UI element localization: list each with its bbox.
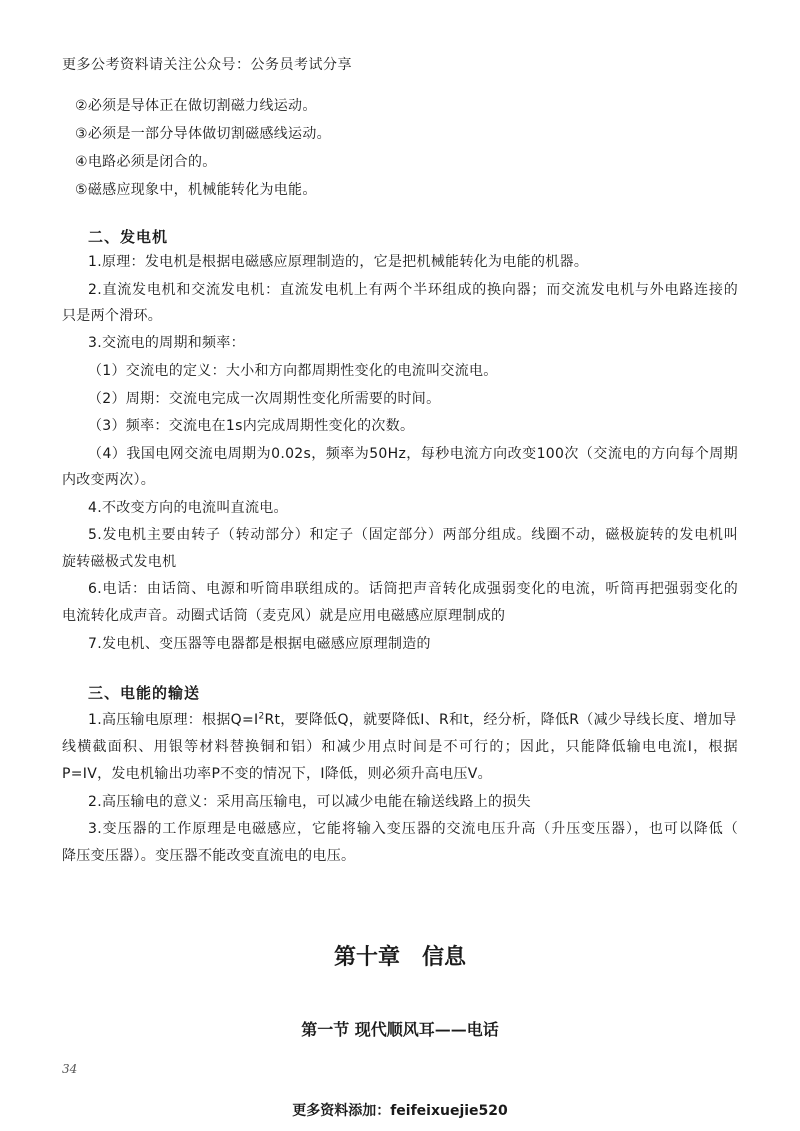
list-item: ④电路必须是闭合的。 (75, 154, 217, 170)
paragraph (88, 711, 737, 729)
paragraph-continuation: 电流转化成声音。动圈式话筒（麦克风）就是应用电磁感应原理制成的 (62, 608, 506, 624)
footer-note: 更多资料添加：feifeixuejie520 (292, 1103, 508, 1119)
paragraph-continuation: 降压变压器）。变压器不能改变直流电的电压。 (62, 848, 356, 864)
paragraph: （1）交流电的定义：大小和方向都周期性变化的电流叫交流电。 (88, 363, 498, 379)
paragraph: 3.变压器的工作原理是电磁感应，它能将输入变压器的交流电压升高（升压变压器），也可以降低（ (88, 821, 738, 837)
paragraph: 2.直流发电机和交流发电机：直流发电机上有两个半环组成的换向器；而交流发电机与外电路连接的 (88, 282, 738, 298)
chapter-title: 第十章 信息 (333, 944, 466, 970)
text-run: Rt，要降低Q，就要降低I、R和t，经分析，降低R（减少导线长度、增加导 (264, 712, 737, 728)
paragraph: 3.交流电的周期和频率： (88, 335, 245, 351)
paragraph: 4.不改变方向的电流叫直流电。 (88, 500, 288, 516)
paragraph-continuation: 内改变两次）。 (62, 472, 156, 488)
paragraph: 2.高压输电的意义：采用高压输电，可以减少电能在输送线路上的损失 (88, 794, 531, 810)
paragraph: （2）周期：交流电完成一次周期性变化所需要的时间。 (88, 391, 441, 407)
list-item: ③必须是一部分导体做切割磁感线运动。 (75, 126, 331, 142)
section-heading-transmission: 三、电能的输送 (88, 684, 201, 702)
paragraph-continuation: 旋转磁极式发电机 (62, 554, 177, 570)
paragraph: 6.电话：由话筒、电源和听筒串联组成的。话筒把声音转化成强弱变化的电流，听筒再把强弱变化的 (88, 581, 738, 597)
page-number: 34 (62, 1062, 78, 1076)
section-heading-generator: 二、发电机 (88, 228, 169, 246)
header-note: 更多公考资料请关注公众号：公务员考试分享 (62, 57, 352, 73)
paragraph: 7.发电机、变压器等电器都是根据电磁感应原理制造的 (88, 636, 431, 652)
paragraph: 5.发电机主要由转子（转动部分）和定子（固定部分）两部分组成。线圈不动，磁极旋转的发电机叫 (88, 527, 738, 543)
paragraph-continuation: 只是两个滑环。 (62, 308, 163, 324)
paragraph-continuation: 线横截面积、用银等材料替换铜和铝）和减少用点时间是不可行的；因此，只能降低输电电流I，根据 (62, 739, 738, 755)
list-item: ②必须是导体正在做切割磁力线运动。 (75, 98, 317, 114)
section-title: 第一节 现代顺风耳——电话 (301, 1020, 499, 1039)
text-run: 1.高压输电原理：根据Q=I (88, 712, 259, 728)
paragraph-continuation: P=IV，发电机输出功率P不变的情况下，I降低，则必须升高电压V。 (62, 766, 492, 782)
list-item: ⑤磁感应现象中，机械能转化为电能。 (75, 182, 317, 198)
paragraph: 1.原理：发电机是根据电磁感应原理制造的，它是把机械能转化为电能的机器。 (88, 254, 589, 270)
paragraph: （4）我国电网交流电周期为0.02s，频率为50Hz，每秒电流方向改变100次（交流电的方向每个周期 (88, 446, 738, 462)
paragraph: （3）频率：交流电在1s内完成周期性变化的次数。 (88, 418, 415, 434)
superscript: 2 (258, 711, 265, 722)
